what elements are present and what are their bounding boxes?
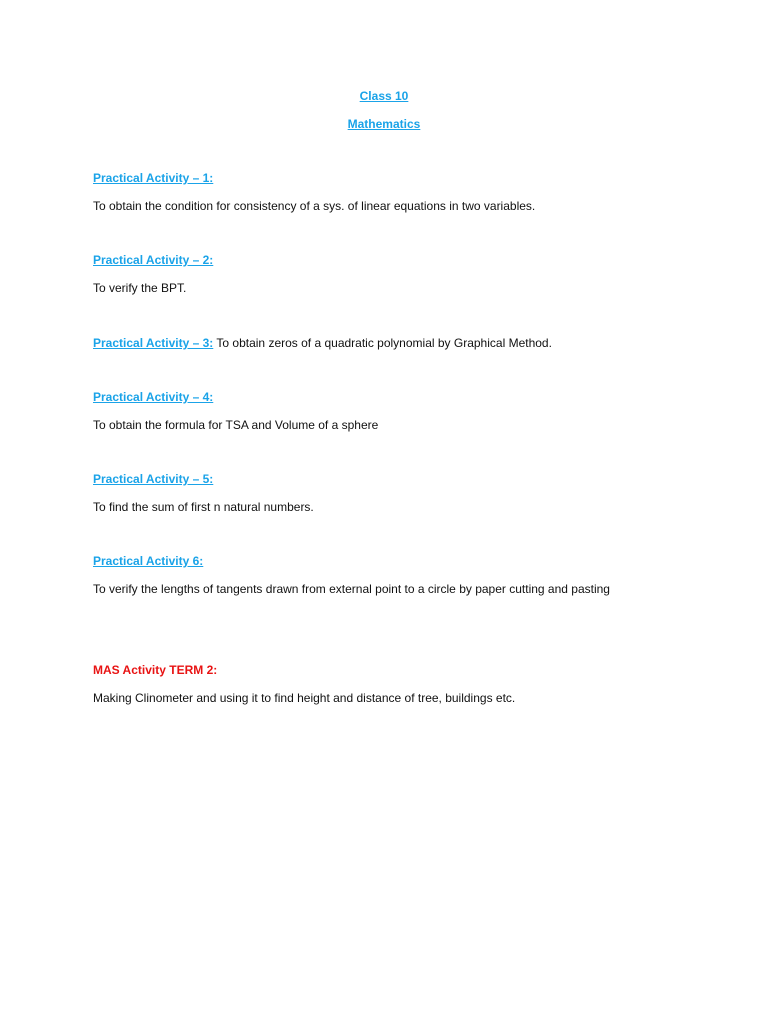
- activity-2-heading-line: [93, 252, 213, 268]
- activity-5-heading-line: [93, 471, 213, 487]
- class-title: [0, 88, 768, 104]
- activity-6-heading-line: [93, 553, 203, 569]
- activity-4-heading[interactable]: Practical Activity – 4:: [93, 390, 214, 404]
- activity-1-heading-line: [93, 170, 213, 186]
- activity-5-description: To find the sum of first n natural numbers.: [93, 500, 314, 514]
- activity-4-description: To obtain the formula for TSA and Volume of a sphere: [93, 418, 379, 432]
- activity-1-heading[interactable]: Practical Activity – 1:: [93, 171, 214, 185]
- activity-2-heading[interactable]: Practical Activity – 2:: [93, 253, 214, 267]
- mas-activity-heading: MAS Activity TERM 2:: [93, 663, 218, 677]
- activity-6-heading[interactable]: Practical Activity 6:: [93, 554, 204, 568]
- subject-title: [0, 116, 768, 132]
- activity-6-description: To verify the lengths of tangents drawn from external point to a circle by paper cutting and pasting: [93, 582, 610, 596]
- activity-2-description: To verify the BPT.: [93, 281, 187, 295]
- activity-1-description: To obtain the condition for consistency of a sys. of linear equations in two variables.: [93, 199, 536, 213]
- class-title-link[interactable]: Class 10: [359, 89, 409, 103]
- activity-3-heading[interactable]: Practical Activity – 3:: [93, 336, 214, 350]
- activity-3-line: [93, 335, 552, 351]
- activity-5-heading[interactable]: Practical Activity – 5:: [93, 472, 214, 486]
- subject-title-link[interactable]: Mathematics: [347, 117, 421, 131]
- activity-3-description: To obtain zeros of a quadratic polynomial by Graphical Method.: [216, 336, 552, 350]
- mas-activity-description: Making Clinometer and using it to find height and distance of tree, buildings etc.: [93, 691, 516, 705]
- activity-4-heading-line: [93, 389, 213, 405]
